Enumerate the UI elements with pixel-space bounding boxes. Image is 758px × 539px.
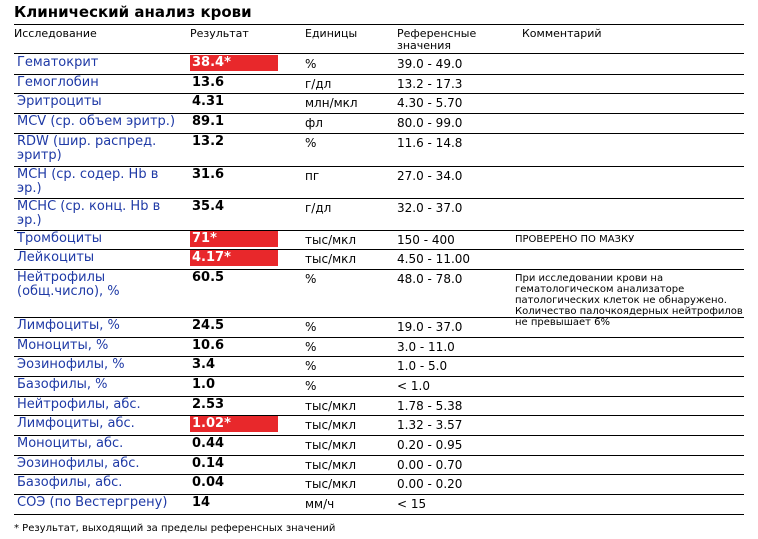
test-name: Моноциты, % [17, 338, 109, 353]
test-name: MCHC (ср. конц. Hb в эр.) [17, 199, 161, 228]
header-bottom-rule [14, 53, 744, 54]
row-divider [14, 74, 744, 75]
test-name: Тромбоциты [17, 231, 103, 246]
row-divider [14, 230, 744, 231]
header-test: Исследование [14, 27, 97, 40]
unit-value: % [305, 136, 317, 150]
result-value: 60.5 [192, 270, 225, 285]
reference-range: 3.0 - 11.0 [397, 340, 455, 354]
footnote: * Результат, выходящий за пределы референсных значений [14, 523, 336, 534]
unit-value: тыс/мкл [305, 458, 357, 472]
test-name: Базофилы, абс. [17, 475, 123, 490]
test-name: Эозинофилы, % [17, 357, 125, 372]
test-name: Моноциты, абс. [17, 436, 124, 451]
flagged-result: 1.02* [190, 416, 278, 432]
comment-text: При исследовании крови на гематологическом анализаторе патологических клеток не обнаружено. Количество палочкоядерных нейтрофилов не превышает 6% [515, 273, 743, 328]
unit-value: млн/мкл [305, 96, 358, 110]
unit-value: % [305, 272, 317, 286]
test-name: Гемоглобин [17, 75, 99, 90]
row-divider [14, 93, 744, 94]
unit-value: % [305, 320, 317, 334]
test-name: MCV (ср. объем эритр.) [17, 114, 176, 129]
reference-range: 0.20 - 0.95 [397, 438, 463, 452]
flagged-result: 38.4* [190, 55, 278, 71]
unit-value: % [305, 57, 317, 71]
result-value: 3.4 [192, 357, 216, 372]
unit-value: г/дл [305, 201, 332, 215]
page-title: Клинический анализ крови [14, 3, 252, 21]
flagged-result: 71* [190, 231, 278, 247]
reference-range: 1.78 - 5.38 [397, 399, 463, 413]
reference-range: 48.0 - 78.0 [397, 272, 463, 286]
flagged-result: 4.17* [190, 250, 278, 266]
result-value: 0.04 [192, 475, 225, 490]
reference-range: 4.50 - 11.00 [397, 252, 471, 266]
header-top-rule [14, 24, 744, 25]
result-value: 24.5 [192, 318, 225, 333]
unit-value: тыс/мкл [305, 233, 357, 247]
unit-value: % [305, 379, 317, 393]
reference-range: < 1.0 [397, 379, 430, 393]
unit-value: тыс/мкл [305, 418, 357, 432]
unit-value: % [305, 359, 317, 373]
result-value: 31.6 [192, 167, 225, 182]
unit-value: г/дл [305, 77, 332, 91]
reference-range: 27.0 - 34.0 [397, 169, 463, 183]
result-value: 10.6 [192, 338, 225, 353]
unit-value: тыс/мкл [305, 399, 357, 413]
header-comment: Комментарий [522, 27, 602, 40]
row-divider [14, 474, 744, 475]
test-name: MCH (ср. содер. Hb в эр.) [17, 167, 159, 196]
result-value: 2.53 [192, 397, 225, 412]
result-value: 0.14 [192, 456, 225, 471]
unit-value: мм/ч [305, 497, 335, 511]
row-divider [14, 514, 744, 515]
test-name: Эритроциты [17, 94, 102, 109]
result-value: 35.4 [192, 199, 225, 214]
test-name: Эозинофилы, абс. [17, 456, 140, 471]
unit-value: пг [305, 169, 320, 183]
row-divider [14, 376, 744, 377]
row-divider [14, 337, 744, 338]
reference-range: 150 - 400 [397, 233, 455, 247]
header-reference-line1: Референсные [397, 27, 477, 40]
header-reference-line2: значения [397, 39, 452, 52]
header-units: Единицы [305, 27, 358, 40]
unit-value: тыс/мкл [305, 252, 357, 266]
row-divider [14, 435, 744, 436]
test-name: Лимфоциты, % [17, 318, 120, 333]
result-value: 13.6 [192, 75, 225, 90]
header-result: Результат [190, 27, 249, 40]
reference-range: 19.0 - 37.0 [397, 320, 463, 334]
reference-range: 1.32 - 3.57 [397, 418, 463, 432]
result-value: 1.0 [192, 377, 216, 392]
comment-text: ПРОВЕРЕНО ПО МАЗКУ [515, 234, 635, 245]
reference-range: 32.0 - 37.0 [397, 201, 463, 215]
row-divider [14, 317, 744, 318]
test-name: Лейкоциты [17, 250, 95, 265]
test-name: Гематокрит [17, 55, 99, 70]
reference-range: 0.00 - 0.70 [397, 458, 463, 472]
test-name: СОЭ (по Вестергрену) [17, 495, 168, 510]
header-reference [397, 28, 476, 52]
unit-value: фл [305, 116, 323, 130]
reference-range: 0.00 - 0.20 [397, 477, 463, 491]
test-name: Нейтрофилы, абс. [17, 397, 141, 412]
reference-range: 13.2 - 17.3 [397, 77, 463, 91]
reference-range: 39.0 - 49.0 [397, 57, 463, 71]
row-divider [14, 249, 744, 250]
result-value: 14 [192, 495, 211, 510]
reference-range: 4.30 - 5.70 [397, 96, 463, 110]
test-name: RDW (шир. распред. эритр) [17, 134, 157, 163]
reference-range: 11.6 - 14.8 [397, 136, 463, 150]
unit-value: тыс/мкл [305, 477, 357, 491]
result-value: 4.31 [192, 94, 225, 109]
unit-value: % [305, 340, 317, 354]
reference-range: 1.0 - 5.0 [397, 359, 448, 373]
reference-range: 80.0 - 99.0 [397, 116, 463, 130]
test-name: Базофилы, % [17, 377, 108, 392]
result-value: 0.44 [192, 436, 225, 451]
test-name: Нейтрофилы (общ.число), % [17, 270, 120, 299]
result-value: 89.1 [192, 114, 225, 129]
row-divider [14, 269, 744, 270]
unit-value: тыс/мкл [305, 438, 357, 452]
reference-range: < 15 [397, 497, 427, 511]
test-name: Лимфоциты, абс. [17, 416, 135, 431]
result-value: 13.2 [192, 134, 225, 149]
